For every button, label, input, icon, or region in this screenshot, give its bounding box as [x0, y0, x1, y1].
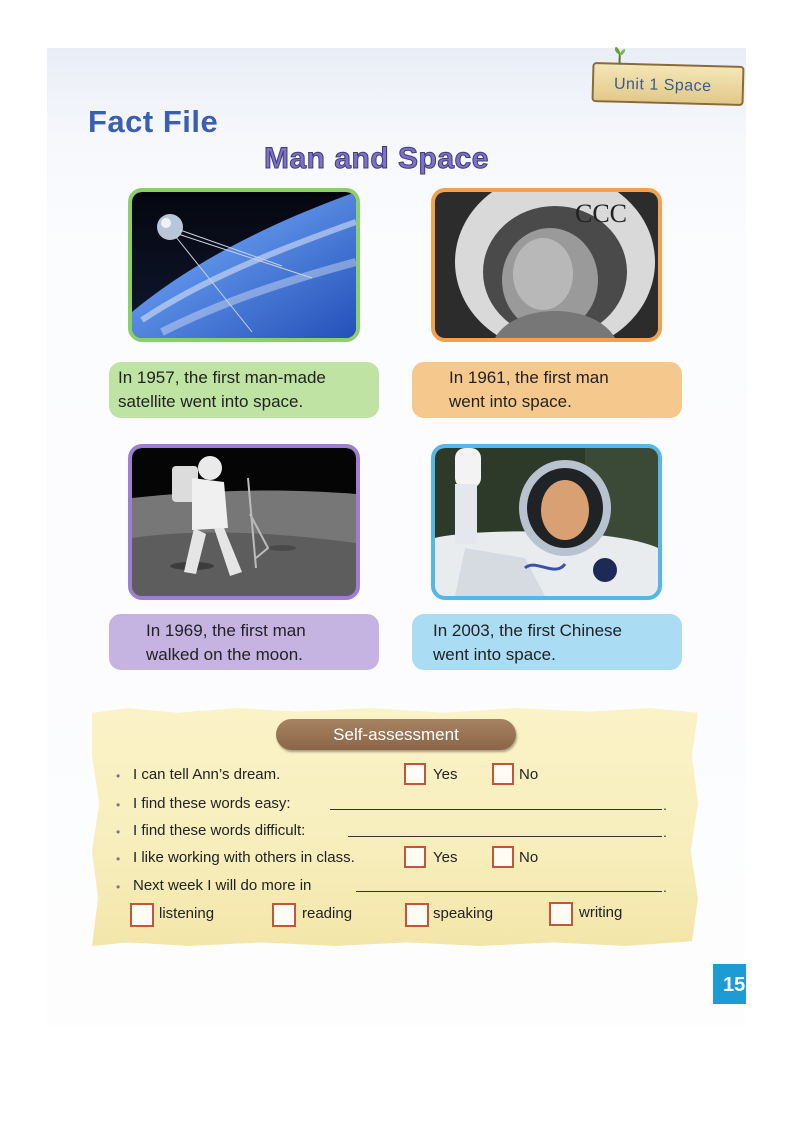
- caption-line: In 1961, the first man: [449, 368, 609, 387]
- fact-caption-2003: [412, 614, 682, 670]
- easy-words-answer-line[interactable]: [330, 809, 662, 810]
- unit-tag: [592, 62, 745, 106]
- yes-label: Yes: [433, 766, 458, 783]
- reading-checkbox[interactable]: [272, 903, 296, 927]
- self-assessment-heading: Self-assessment: [276, 719, 516, 750]
- speaking-label: speaking: [433, 905, 494, 922]
- caption-line: satellite went into space.: [118, 392, 304, 411]
- bullet: •: [116, 825, 121, 839]
- page-title: Fact File: [88, 104, 219, 139]
- caption-line: In 1957, the first man-made: [118, 368, 326, 387]
- unit-tag-label: Unit 1 Space: [613, 75, 712, 96]
- difficult-words-answer-line[interactable]: [348, 836, 662, 837]
- reading-label: reading: [302, 905, 353, 922]
- yes-checkbox[interactable]: [404, 846, 426, 868]
- assessment-item-easy-words: I find these words easy:: [133, 795, 291, 812]
- fact-caption-1969: [109, 614, 379, 670]
- no-label: No: [519, 766, 539, 783]
- caption-line: walked on the moon.: [146, 645, 303, 664]
- no-checkbox[interactable]: [492, 846, 514, 868]
- sprout-icon: [612, 47, 626, 65]
- fact-caption-1961: [412, 362, 682, 418]
- page-subtitle: Man and Space: [264, 142, 489, 175]
- bullet: •: [116, 798, 121, 812]
- assessment-item-next-week: Next week I will do more in: [133, 877, 312, 894]
- satellite-photo: [128, 188, 360, 342]
- caption-line: went into space.: [449, 392, 572, 411]
- helmet-letters: CCC: [575, 199, 628, 228]
- no-checkbox[interactable]: [492, 763, 514, 785]
- caption-line: In 2003, the first Chinese: [433, 621, 623, 640]
- assessment-item-dream: I can tell Ann’s dream.: [133, 766, 281, 783]
- bullet: •: [116, 880, 121, 894]
- speaking-checkbox[interactable]: [405, 903, 429, 927]
- assessment-item-working-with-others: I like working with others in class.: [133, 849, 355, 866]
- line-end-period: .: [663, 824, 667, 840]
- line-end-period: .: [663, 879, 667, 895]
- listening-label: listening: [159, 905, 215, 922]
- listening-checkbox[interactable]: [130, 903, 154, 927]
- moonwalk-photo: [128, 444, 360, 600]
- caption-line: went into space.: [433, 645, 556, 664]
- writing-label: writing: [579, 904, 623, 921]
- bullet: •: [116, 769, 121, 783]
- assessment-item-difficult-words: I find these words difficult:: [133, 822, 306, 839]
- page-number: 15: [713, 964, 746, 1004]
- bullet: •: [116, 852, 121, 866]
- yes-checkbox[interactable]: [404, 763, 426, 785]
- astronaut-photo: [431, 444, 662, 600]
- line-end-period: .: [663, 797, 667, 813]
- caption-line: In 1969, the first man: [146, 621, 306, 640]
- cosmonaut-photo: [431, 188, 662, 342]
- next-week-answer-line[interactable]: [356, 891, 662, 892]
- writing-checkbox[interactable]: [549, 902, 573, 926]
- no-label: No: [519, 849, 539, 866]
- fact-caption-1957: [109, 362, 379, 418]
- yes-label: Yes: [433, 849, 458, 866]
